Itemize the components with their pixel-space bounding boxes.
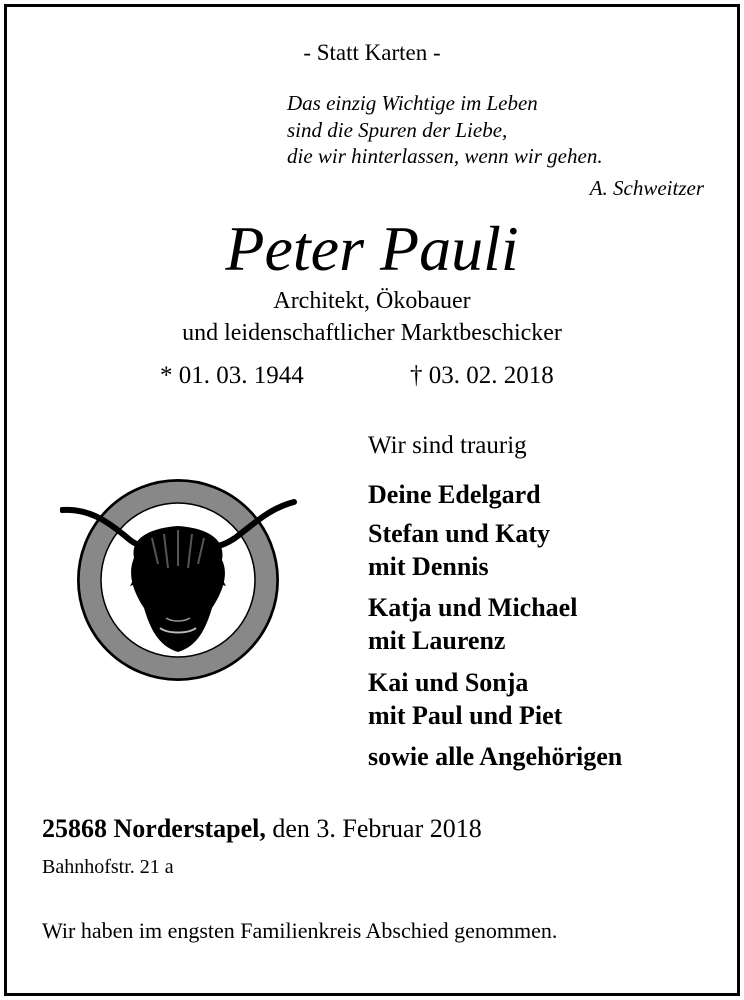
quote-author: A. Schweitzer — [589, 176, 704, 200]
notice-header: - Statt Karten - — [303, 40, 441, 65]
mourner-group — [368, 740, 622, 773]
quote-line: Das einzig Wichtige im Leben — [287, 91, 538, 115]
highland-cattle-emblem-icon — [60, 468, 310, 692]
mourner-line: mit Dennis — [368, 552, 489, 581]
place-name: 25868 Norderstapel, — [42, 814, 266, 843]
closing-note: Wir haben im engsten Familienkreis Abschied genommen. — [42, 918, 558, 943]
deceased-description: und leidenschaftlicher Marktbeschicker — [182, 320, 562, 346]
death-date: † 03. 02. 2018 — [410, 362, 554, 389]
mourner-line: Kai und Sonja — [368, 668, 529, 697]
mourner-group — [368, 478, 541, 511]
mourner-group — [368, 517, 550, 583]
location-line — [42, 814, 482, 844]
quote-line: sind die Spuren der Liebe, — [287, 117, 508, 142]
mourner-line: Deine Edelgard — [368, 480, 541, 509]
mourner-line: mit Laurenz — [368, 626, 506, 655]
mourner-group — [368, 666, 562, 732]
mourner-line: sowie alle Angehörigen — [368, 742, 623, 771]
mourner-group — [368, 591, 577, 657]
deceased-occupation: Architekt, Ökobauer — [273, 288, 471, 314]
mourner-line: Stefan und Katy — [368, 519, 551, 548]
quote-line: die wir hinterlassen, wenn wir gehen. — [287, 144, 603, 168]
mourner-line: mit Paul und Piet — [368, 701, 563, 730]
deceased-name: Peter Pauli — [225, 213, 519, 284]
mourner-line: Katja und Michael — [368, 593, 578, 622]
notice-date: den 3. Februar 2018 — [265, 814, 482, 843]
mourners-intro: Wir sind traurig — [368, 432, 527, 459]
quote-block — [287, 90, 603, 170]
birth-date: * 01. 03. 1944 — [160, 362, 304, 389]
street-address: Bahnhofstr. 21 a — [42, 856, 174, 878]
